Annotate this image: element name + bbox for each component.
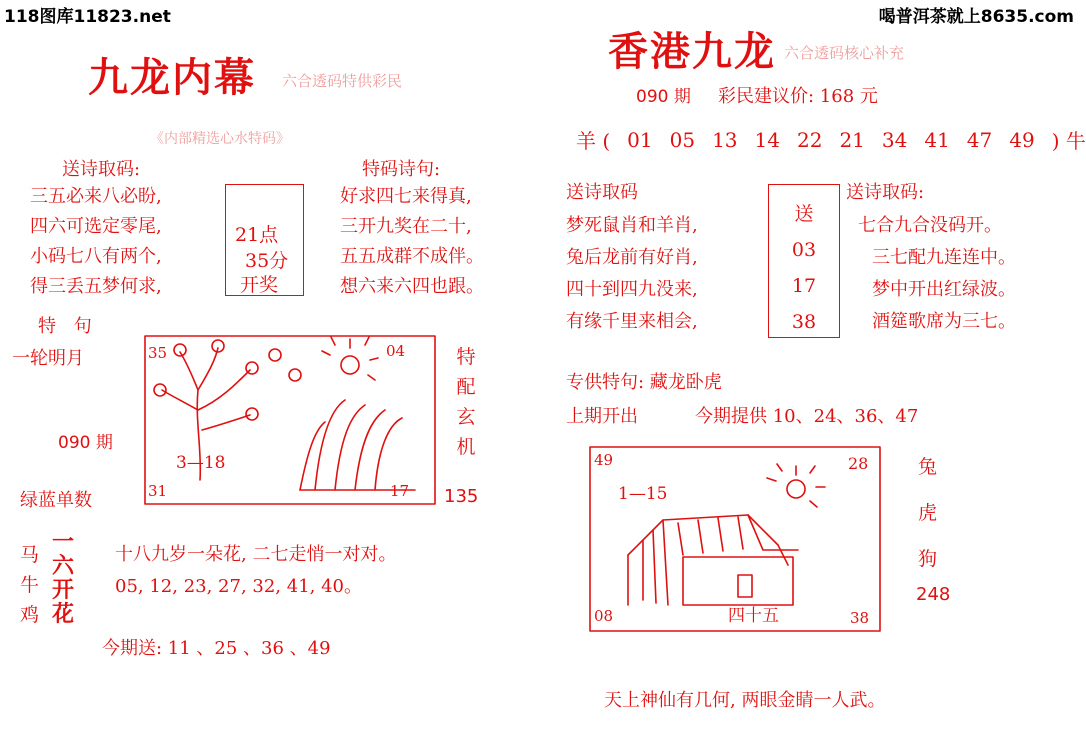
right-side-vertical [918, 444, 937, 582]
draw-time-line: 开奖 [240, 274, 279, 296]
poem-line: 有缘千里来相会, [566, 311, 698, 332]
reeds-icon [300, 400, 415, 490]
flower-poem-line: 十八九岁一朵花, 二七走悄一对对。 [115, 544, 397, 565]
flower-column [52, 530, 74, 626]
sketch-corner-tr: 28 [848, 454, 869, 473]
poem-line: 五五成群不成伴。 [340, 246, 484, 267]
side-char: 狗 [918, 548, 938, 570]
number-chip: 22 [796, 127, 823, 152]
flower-char: 六 [52, 553, 75, 579]
number-row-end: ) 牛 [1051, 129, 1086, 153]
left-tagline: 《内部精选心水特码》 [150, 131, 290, 147]
poem-line: 四六可选定零尾, [30, 216, 162, 237]
sketch-bottom-text: 四十五 [728, 606, 779, 626]
number-chip: 49 [1009, 127, 1035, 152]
poem-line: 四十到四九没来, [566, 279, 698, 300]
watermark-right: 喝普洱茶就上8635.com [878, 7, 1074, 27]
sketch-corner-bl: 08 [594, 607, 614, 625]
poem-line: 三七配九连连中。 [872, 247, 1016, 268]
right-poem2-heading: 送诗取码: [846, 182, 925, 203]
left-special-poem [340, 182, 484, 302]
poem-line: 三五必来八必盼, [30, 186, 162, 207]
poem-line: 得三丢五梦何求, [30, 276, 162, 297]
special-phrase: 一轮明月 [12, 348, 84, 369]
this-issue-provide: 今期提供 10、24、36、47 [695, 406, 919, 427]
number-chip: 34 [881, 127, 908, 152]
number-chip: 01 [627, 127, 653, 152]
side-char: 特 [456, 346, 476, 368]
zodiac-char: 马 [20, 544, 40, 566]
send-line: 38 [791, 311, 817, 333]
number-row-start: 羊 ( [576, 129, 611, 153]
sun-icon [767, 464, 825, 507]
sketch-corner-br: 17 [390, 482, 410, 500]
send-line: 03 [791, 239, 817, 261]
number-chip: 05 [669, 127, 696, 152]
left-title: 九龙内幕 [88, 54, 256, 101]
sketch-corner-tl: 49 [594, 451, 614, 469]
poem-line: 梦死鼠肖和羊肖, [566, 215, 698, 236]
right-title: 香港九龙 [608, 28, 776, 75]
flower-char: 花 [52, 601, 75, 627]
flower-char: 一 [52, 529, 75, 555]
send-numbers [768, 196, 840, 340]
poem-line: 三开九奖在二十, [340, 216, 472, 237]
zodiac-column [20, 540, 39, 630]
side-vertical-text [454, 342, 478, 462]
left-poem [30, 182, 162, 302]
left-poem-heading: 送诗取码: [62, 159, 141, 180]
number-chip: 21 [839, 127, 865, 152]
poem-line: 好求四七来得真, [340, 186, 472, 207]
poem-line: 兔后龙前有好肖, [566, 247, 698, 268]
special-phrase-right: 专供特句: 藏龙卧虎 [566, 372, 722, 393]
draw-time-line: 35分 [245, 250, 289, 272]
poem-line: 梦中开出红绿波。 [872, 279, 1016, 300]
poem-line: 小码七八有两个, [30, 246, 162, 267]
send-line: 17 [791, 275, 817, 297]
number-chip: 47 [966, 127, 993, 152]
number-chip: 41 [924, 127, 950, 152]
sketch-corner-tr: 04 [386, 342, 406, 360]
house-icon [628, 515, 798, 605]
watermark-left: 118图库11823.net [4, 7, 171, 27]
right-price: 彩民建议价: 168 元 [718, 86, 878, 107]
sketch-caption: 3—18 [176, 453, 226, 473]
right-subtitle: 六合透码核心补充 [784, 44, 905, 62]
zodiac-char: 鸡 [20, 604, 40, 626]
right-poem2 [858, 210, 1016, 338]
draw-time-line: 21点 [235, 224, 279, 246]
side-char: 配 [456, 376, 476, 398]
poem-line: 想六来六四也跟。 [340, 276, 484, 297]
left-subtitle: 六合透码特供彩民 [282, 72, 403, 90]
sketch-corner-br: 38 [850, 609, 870, 627]
special-label: 特 句 [38, 316, 98, 337]
side-char: 虎 [918, 502, 938, 524]
poem-line: 酒筵歌席为三七。 [872, 311, 1016, 332]
flower-numbers-line: 05, 12, 23, 27, 32, 41, 40。 [115, 576, 362, 597]
right-sketch [588, 445, 888, 635]
color-label: 绿蓝单数 [20, 490, 92, 511]
left-special-poem-heading: 特码诗句: [362, 159, 441, 180]
sketch-frame [590, 447, 880, 631]
today-send: 今期送: 11 、25 、36 、49 [102, 638, 331, 659]
right-side-number: 248 [916, 584, 951, 605]
side-char: 兔 [918, 456, 938, 478]
zodiac-char: 牛 [20, 574, 40, 596]
left-sketch [140, 330, 440, 510]
side-char: 机 [456, 436, 476, 458]
sketch-corner-tl: 35 [148, 344, 168, 362]
last-draw-label: 上期开出 [566, 406, 638, 427]
sketch-corner-bl: 31 [148, 482, 168, 500]
right-issue: 090 期 [636, 87, 691, 107]
poem-line: 七合九合没码开。 [858, 215, 1002, 236]
left-issue: 090 期 [58, 433, 113, 453]
side-char: 玄 [456, 406, 476, 428]
number-row [576, 125, 1086, 154]
sun-icon [322, 337, 378, 380]
right-poem [566, 210, 698, 338]
right-poem-heading: 送诗取码 [566, 182, 638, 203]
right-bottom-line: 天上神仙有几何, 两眼金睛一人武。 [604, 690, 886, 711]
send-line: 送 [794, 203, 814, 225]
number-chip: 13 [712, 127, 738, 152]
left-side-number: 135 [444, 486, 479, 507]
number-chip: 14 [754, 127, 780, 152]
sketch-caption: 1—15 [618, 484, 668, 504]
flower-char: 开 [52, 577, 75, 603]
sketch-frame [145, 336, 435, 504]
